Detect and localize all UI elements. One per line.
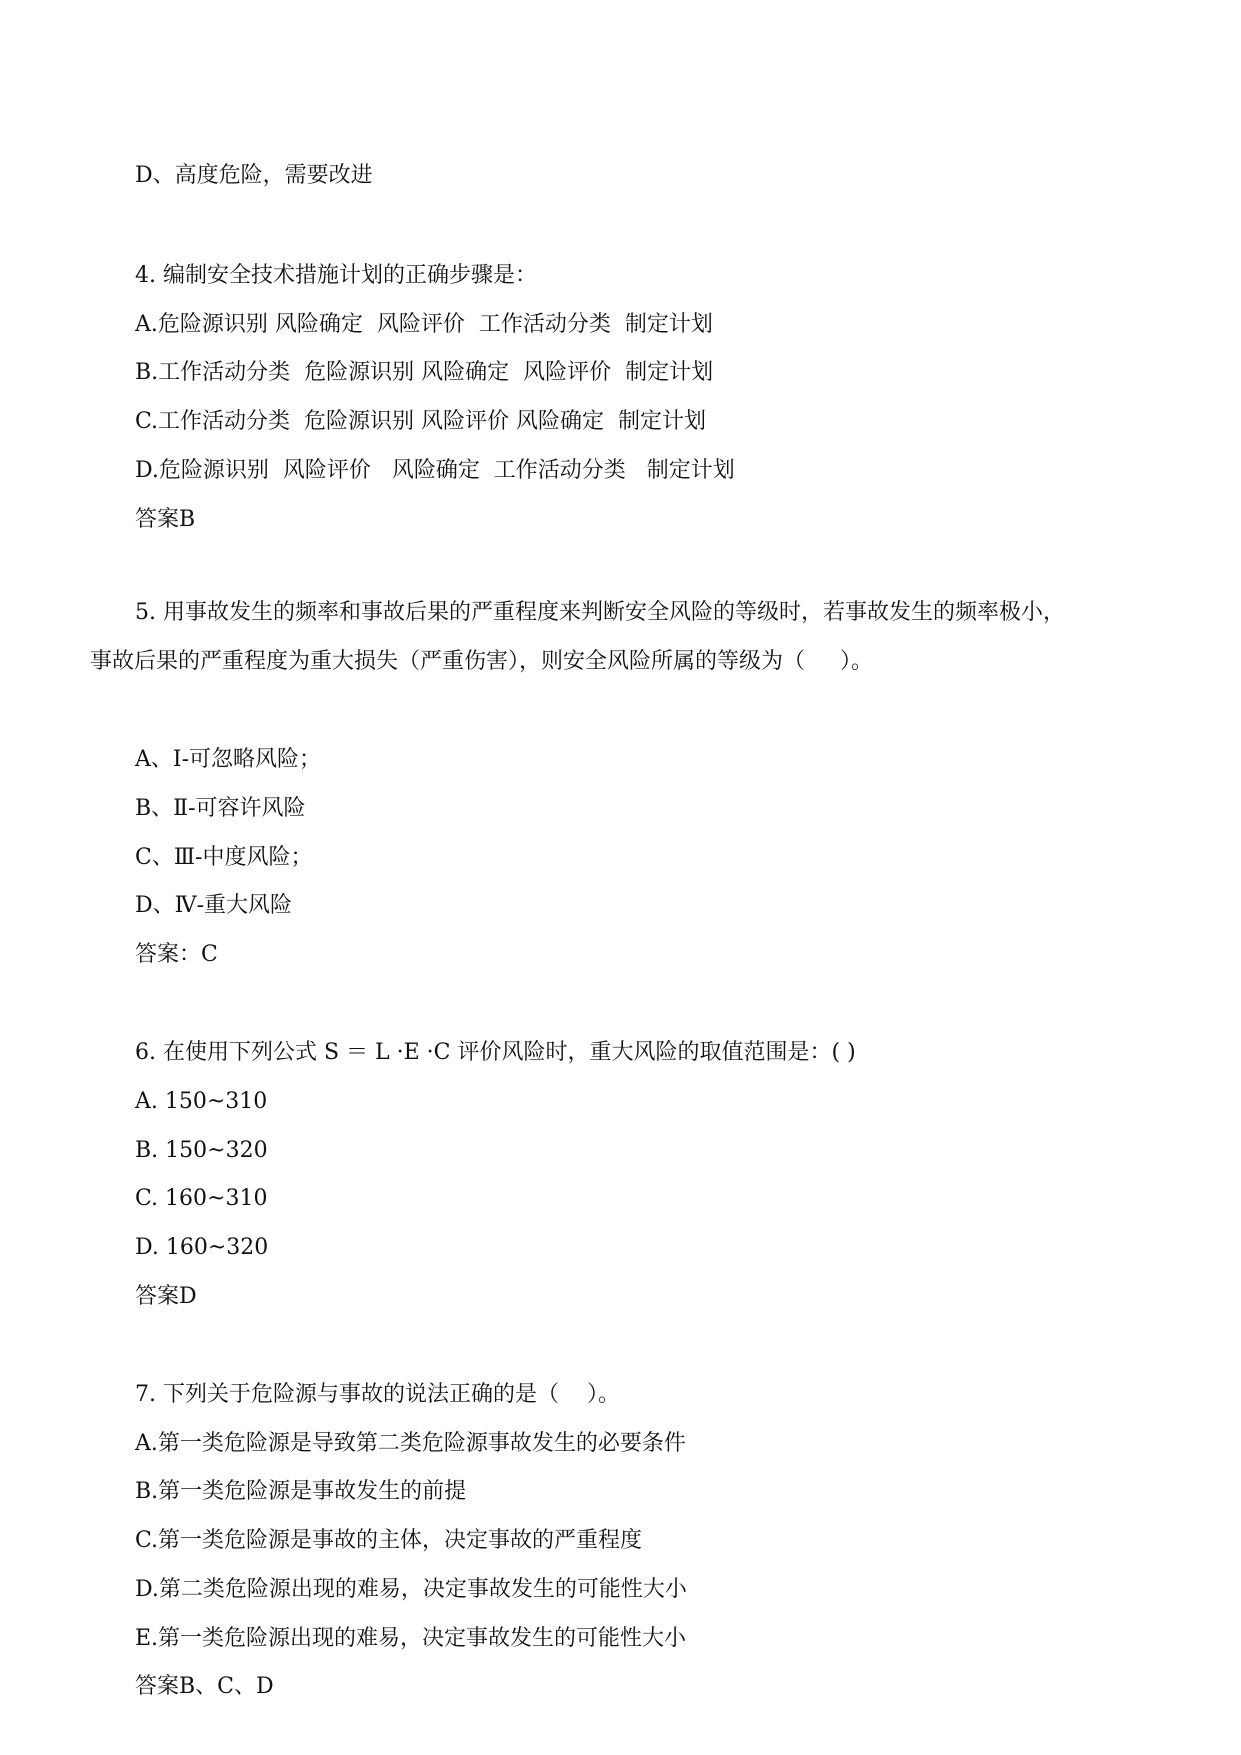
q6-option-c: C. 160~310 [135,1186,268,1211]
q5-option-a: A、Ⅰ-可忽略风险； [135,747,322,772]
q6-answer: 答案D [135,1284,197,1309]
q3-option-d: D、高度危险，需要改进 [135,163,373,188]
q7-option-d: D.第二类危险源出现的难易，决定事故发生的可能性大小 [135,1577,687,1602]
q5-stem-line1: 5. 用事故发生的频率和事故后果的严重程度来判断安全风险的等级时，若事故发生的频率极小， [135,600,1065,625]
q5-option-d: D、Ⅳ-重大风险 [135,893,293,918]
q6-stem: 6. 在使用下列公式 S ＝ L ·E ·C 评价风险时，重大风险的取值范围是：( ) [135,1040,856,1065]
q7-option-c: C.第一类危险源是事故的主体，决定事故的严重程度 [135,1528,643,1553]
q7-stem: 7. 下列关于危险源与事故的说法正确的是（ ）。 [135,1382,620,1407]
q7-option-a: A.第一类危险源是导致第二类危险源事故发生的必要条件 [135,1431,686,1456]
q5-option-c: C、Ⅲ-中度风险； [135,845,313,870]
q5-option-b: B、Ⅱ-可容许风险 [135,796,306,821]
q6-option-b: B. 150~320 [135,1138,268,1163]
q4-option-a: A.危险源识别 风险确定 风险评价 工作活动分类 制定计划 [135,312,713,337]
q4-option-c: C.工作活动分类 危险源识别 风险评价 风险确定 制定计划 [135,409,707,434]
q7-answer: 答案B、C、D [135,1674,274,1699]
q4-option-d: D.危险源识别 风险评价 风险确定 工作活动分类 制定计划 [135,458,735,483]
q4-stem: 4. 编制安全技术措施计划的正确步骤是： [135,263,537,288]
q5-stem-line2: 事故后果的严重程度为重大损失（严重伤害），则安全风险所属的等级为（ ）。 [90,649,873,674]
q7-option-b: B.第一类危险源是事故发生的前提 [135,1479,467,1504]
q4-option-b: B.工作活动分类 危险源识别 风险确定 风险评价 制定计划 [135,360,714,385]
q7-option-e: E.第一类危险源出现的难易，决定事故发生的可能性大小 [135,1626,687,1651]
q4-answer: 答案B [135,507,196,532]
q5-answer: 答案：C [135,942,218,967]
q6-option-a: A. 150~310 [135,1089,268,1114]
q6-option-d: D. 160~320 [135,1235,269,1260]
